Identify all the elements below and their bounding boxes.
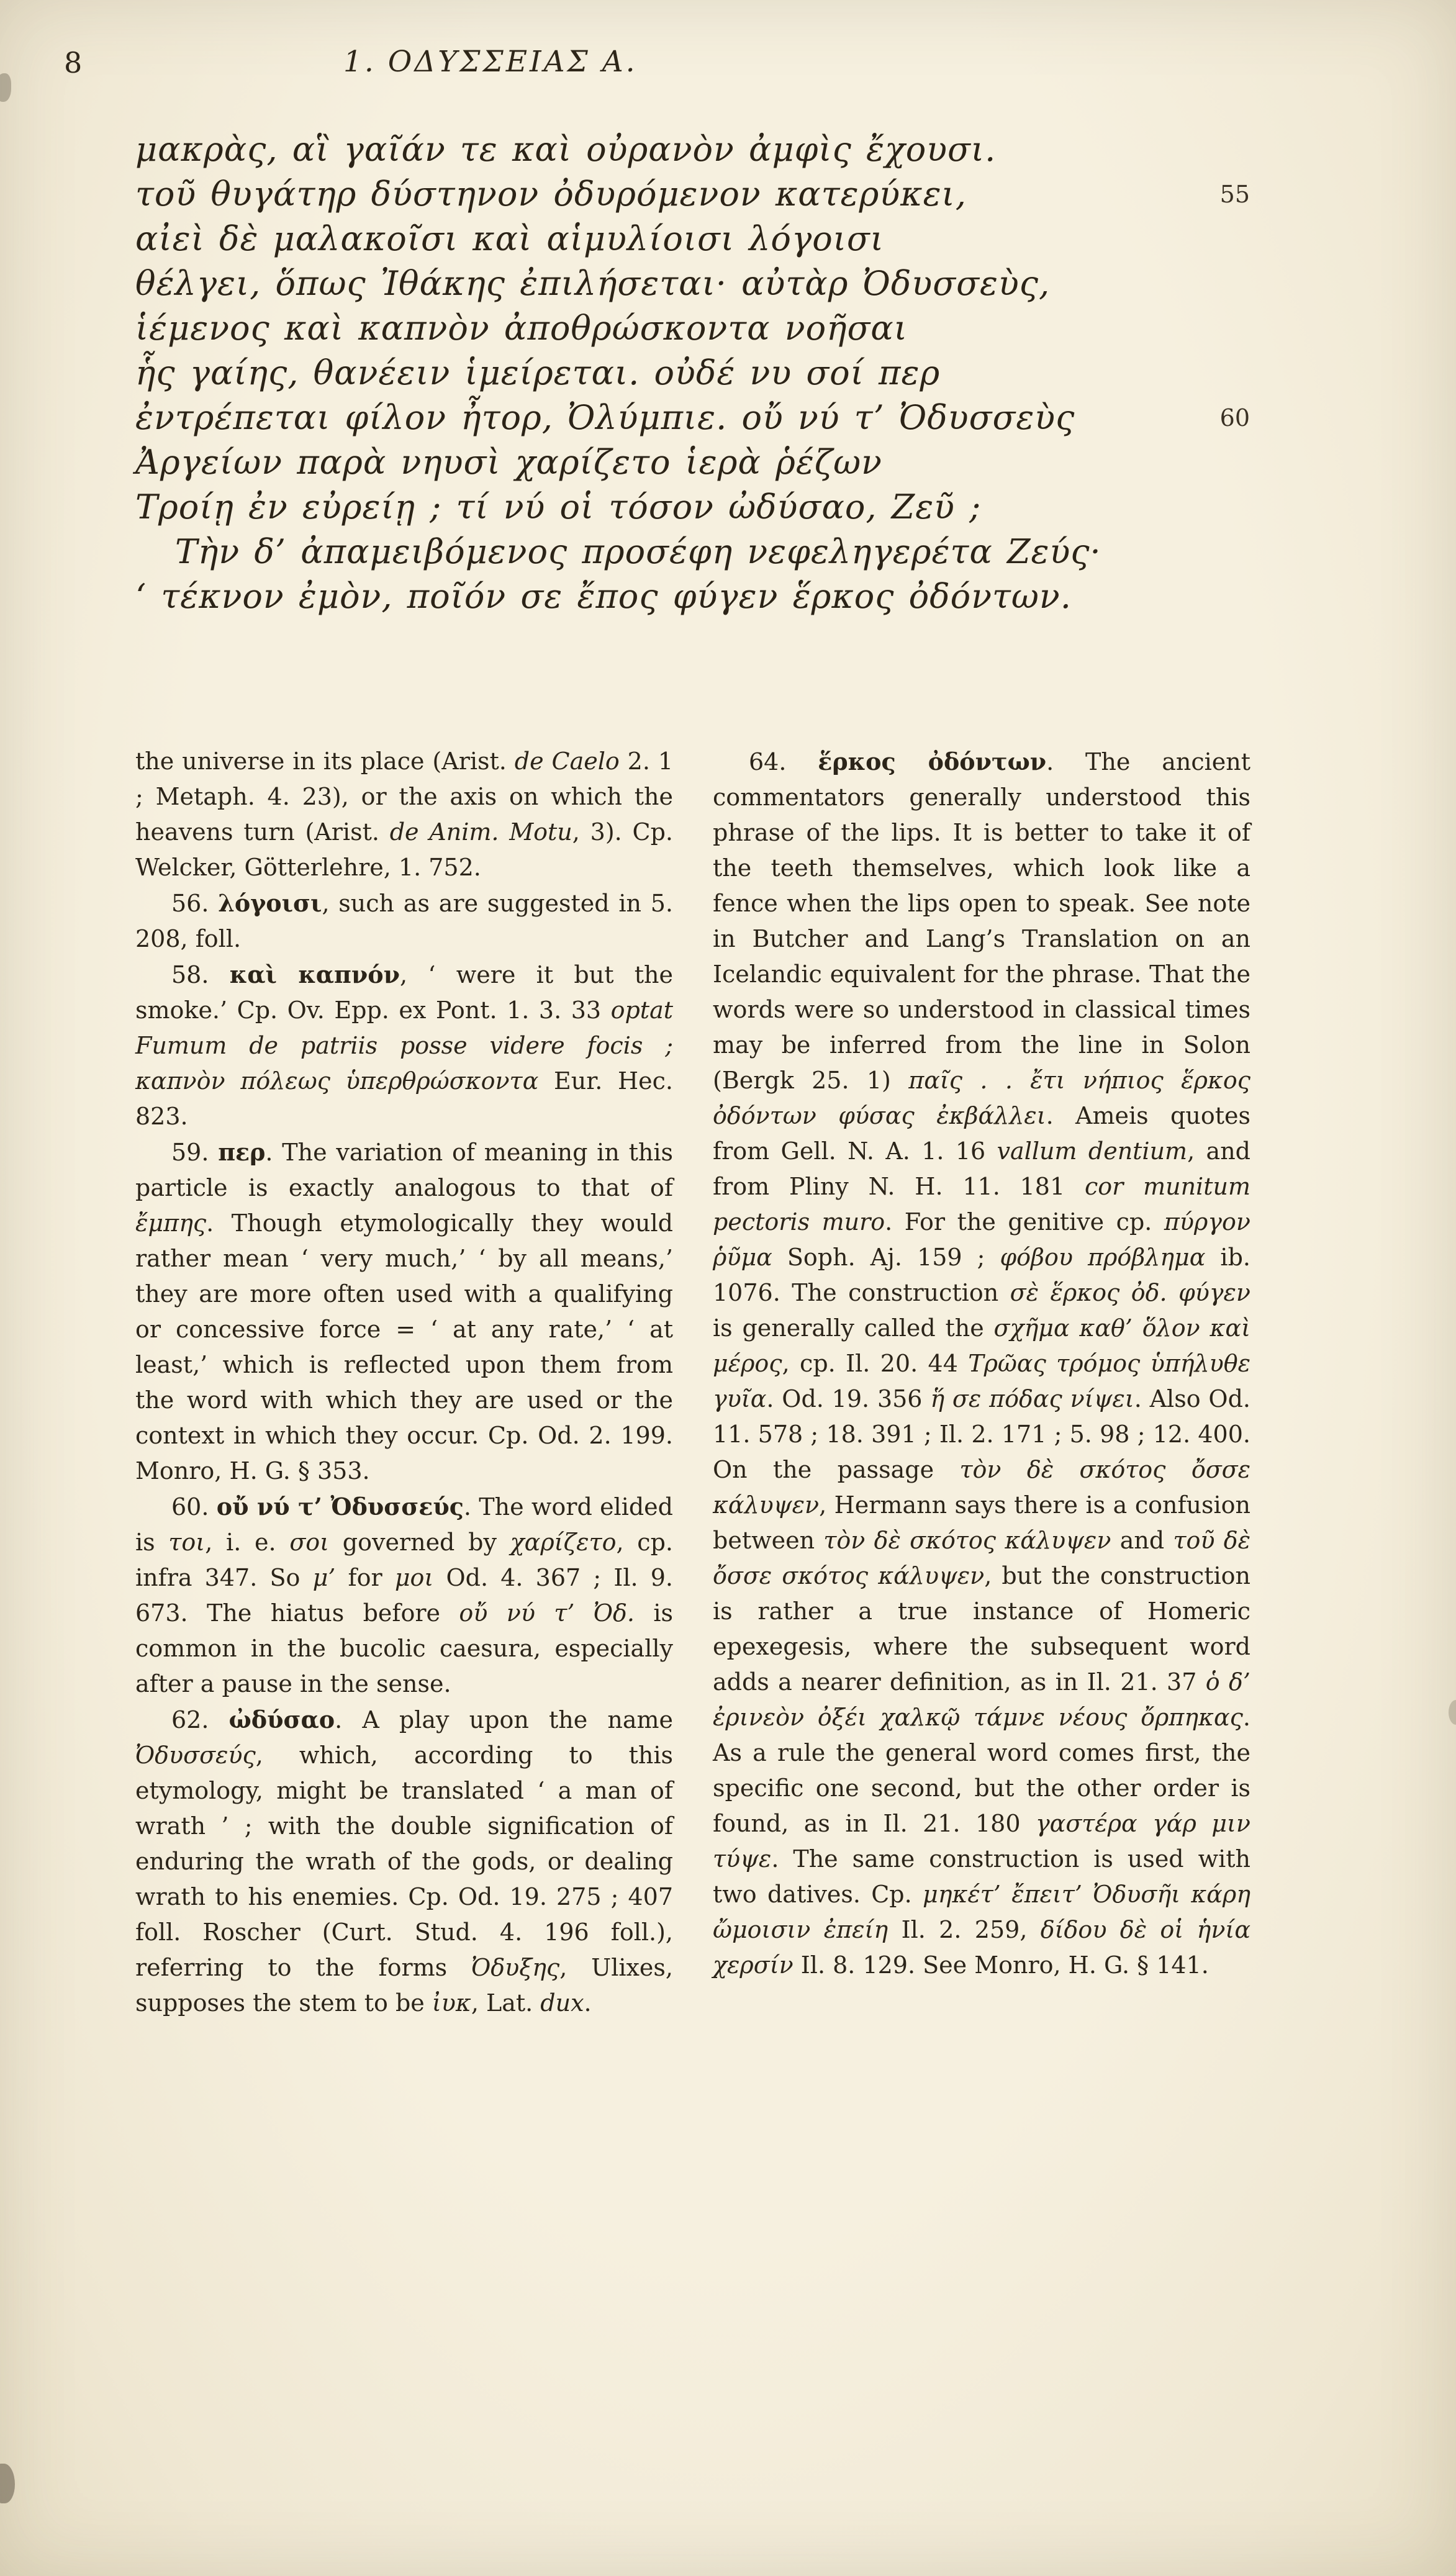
greek-verse-line xyxy=(135,485,1250,530)
commentary-text-segment: ἔμπης xyxy=(135,1209,207,1237)
commentary-text-segment: πύργον ῥῦμα xyxy=(713,1208,1250,1271)
commentary-text-segment: governed by xyxy=(329,1529,510,1556)
commentary-text-segment: σὲ ἕρκος ὀδ. φύγεν xyxy=(1010,1279,1250,1306)
commentary-text-segment: de Anim. Motu xyxy=(389,818,572,846)
commentary-text-segment: Ὀδυξης xyxy=(471,1954,560,1981)
commentary-text-segment: μ’ xyxy=(312,1564,336,1591)
greek-verse-text: τοῦ θυγάτηρ δύστηνον ὀδυρόμενον κατερύκει, xyxy=(135,174,967,214)
commentary-text-segment: . A play upon the name xyxy=(335,1706,673,1733)
commentary-text-segment: and xyxy=(1111,1527,1173,1554)
greek-verse-text: αἰεὶ δὲ μαλακοῖσι καὶ αἱμυλίοισι λόγοισι xyxy=(135,219,884,258)
commentary-text-segment: , ‘ were it but the smoke.’ Cp. Ov. Epp. ex Pont. 1. 3. 33 xyxy=(135,961,674,1024)
commentary-text-segment: . The word elided is xyxy=(135,1493,673,1556)
greek-verse-line xyxy=(135,530,1250,574)
commentary-text-segment: vallum dentium xyxy=(997,1137,1188,1165)
scan-artifact xyxy=(0,2464,15,2503)
greek-verse-line xyxy=(135,172,1250,217)
page-header xyxy=(0,45,1456,88)
verse-line-number: 55 xyxy=(1219,181,1250,208)
scan-artifact xyxy=(1449,1700,1456,1725)
commentary-text-segment: . For the genitive cp. xyxy=(885,1208,1164,1236)
commentary-note xyxy=(135,957,673,1134)
page-title: 1. ΟΔΥΣΣΕΙΑΣ Α. xyxy=(343,45,638,79)
greek-passage xyxy=(135,127,1250,619)
commentary-text-segment: . The same construction is used with two datives. Cp. xyxy=(713,1845,1250,1908)
commentary-text-segment: τὸν δὲ σκότος ὄσσε κάλυψεν xyxy=(713,1456,1250,1519)
greek-verse-line xyxy=(135,351,1250,395)
commentary-text-segment: , cp. Il. 20. 44 xyxy=(782,1350,969,1377)
commentary-note xyxy=(713,744,1250,1983)
verse-line-number: 60 xyxy=(1219,404,1250,432)
commentary-left-column xyxy=(135,744,673,2021)
greek-verse-text: ‘ τέκνον ἐμὸν, ποῖόν σε ἔπος φύγεν ἕρκος ὀδόντων. xyxy=(135,577,1072,616)
commentary-text-segment: , but the construction is rather a true instance of Homeric epexegesis, where the subsequent word adds a nearer definition, as in Il. 21. 37 xyxy=(713,1562,1250,1696)
greek-verse-text: Τροίῃ ἐν εὐρείῃ ; τί νύ οἱ τόσον ὠδύσαο, Ζεῦ ; xyxy=(135,487,982,526)
commentary-text-segment: . The ancient commentators generally understood this phrase of the lips. It is better to take it of the teeth themselves, which look like a fence when the lips open to speak. See note in Butcher and Lang’s Translation on an Icelandic equivalent for the phrase. That the words were so understood in classical times may be inferred from the line in Solon (Bergk 25. 1) xyxy=(713,748,1251,1094)
commentary-text-segment: 2. 1 ; Metaph. 4. 23), or the axis on which the heavens turn (Arist. xyxy=(135,748,674,846)
commentary-text-segment: , and from Pliny N. H. 11. 181 xyxy=(713,1137,1251,1200)
commentary-text-segment: ἰυκ xyxy=(432,1989,471,2017)
commentary-text-segment: ib. 1076. The construction xyxy=(713,1244,1250,1306)
commentary-text-segment: . As a rule the general word comes first, the specific one second, but the other order is found, as in Il. 21. 180 xyxy=(713,1704,1250,1837)
commentary-text-segment: . Though etymologically they would rather mean ‘ very much,’ ‘ by all means,’ they are more often used with a qualifying or concessive force = ‘ at any rate,’ ‘ at least,’ which is reflected upon them from the word with which they are used or the context in which they occur. Cp. Od. 2. 199. Monro, H. G. § 353. xyxy=(135,1209,673,1485)
commentary-text-segment: μηκέτ’ ἔπειτ’ Ὀδυσῆι κάρη ὤμοισιν ἐπείη xyxy=(713,1881,1250,1943)
commentary-text-segment: cor munitum pectoris muro xyxy=(713,1173,1250,1236)
commentary-note xyxy=(135,744,673,885)
commentary-text-segment: 60. xyxy=(171,1493,217,1521)
commentary-right-column xyxy=(713,744,1250,1983)
commentary-text-segment: , cp. infra 347. So xyxy=(135,1529,673,1591)
commentary-text-segment: τὸν δὲ σκότος κάλυψεν xyxy=(823,1527,1111,1554)
commentary-text-segment: , which, according to this etymology, might be translated ‘ a man of wrath ’ ; with the double signification of enduring the wrath of the gods, or dealing wrath to his enemies. Cp. Od. 19. 275 ; 407 foll. Roscher (Curt. Stud. 4. 196 foll.), referring to the forms xyxy=(135,1742,673,1981)
commentary-text-segment: 62. xyxy=(171,1706,229,1733)
commentary-text-segment: γαστέρα γάρ μιν τύψε xyxy=(713,1810,1250,1873)
commentary-text-segment: optat Fumum de patriis posse videre focis ; xyxy=(135,997,673,1059)
commentary-text-segment: . Od. 19. 356 xyxy=(766,1385,931,1412)
greek-verse-text: ἱέμενος καὶ καπνὸν ἀποθρώσκοντα νοῆσαι xyxy=(135,309,908,348)
greek-verse-text: Τὴν δ’ ἀπαμειβόμενος προσέφη νεφεληγερέτα Ζεύς· xyxy=(175,532,1101,571)
commentary-note xyxy=(135,1702,673,2021)
commentary-text-segment: 56. xyxy=(171,890,219,917)
commentary-text-segment: τοι xyxy=(168,1529,206,1556)
commentary-text-segment: , i. e. xyxy=(205,1529,290,1556)
commentary-text-segment: δίδου δὲ οἱ ἡνία χερσίν xyxy=(713,1916,1250,1979)
greek-verse-text: ἧς γαίης, θανέειν ἱμείρεται. οὐδέ νυ σοί περ xyxy=(135,353,941,392)
commentary-text-segment: Od. 4. 367 ; Il. 9. 673. The hiatus before xyxy=(135,1564,673,1627)
commentary-text-segment: . xyxy=(584,1989,592,2017)
greek-verse-line xyxy=(135,127,1250,172)
commentary-text-segment: 64. xyxy=(749,748,818,775)
commentary-text-segment: περ xyxy=(218,1138,266,1166)
commentary-text-segment: παῖς . . ἔτι νήπιος ἕρκος ὀδόντων φύσας ἐκβάλλει xyxy=(713,1067,1250,1129)
commentary-text-segment: Soph. Aj. 159 ; xyxy=(772,1244,1000,1271)
commentary-text-segment: λόγοισι xyxy=(218,889,322,917)
commentary-text-segment: τοῦ δὲ ὄσσε σκότος κάλυψεν xyxy=(713,1527,1251,1589)
page-number: 8 xyxy=(64,46,83,79)
greek-verse-line xyxy=(135,440,1250,485)
commentary-text-segment: μοι xyxy=(394,1564,434,1591)
commentary-text-segment: de Caelo xyxy=(514,748,620,775)
commentary-note xyxy=(135,1489,673,1702)
commentary-text-segment: ὠδύσαο xyxy=(228,1706,335,1733)
greek-verse-line xyxy=(135,217,1250,261)
commentary-text-segment: ἥ σε πόδας νίψει xyxy=(930,1385,1134,1412)
greek-verse-text: ἐντρέπεται φίλον ἦτορ, Ὀλύμπιε. οὔ νύ τ’ Ὀδυσσεὺς xyxy=(135,398,1075,437)
commentary-text-segment: is common in the bucolic caesura, especially after a pause in the sense. xyxy=(135,1599,674,1697)
commentary-text-segment: the universe in its place (Arist. xyxy=(135,748,515,775)
greek-verse-text: θέλγει, ὅπως Ἰθάκης ἐπιλήσεται· αὐτὰρ Ὀδυσσεὺς, xyxy=(135,264,1051,303)
commentary-text-segment: . The variation of meaning in this particle is exactly analogous to that of xyxy=(135,1139,673,1201)
commentary-text-segment: καὶ καπνόν xyxy=(229,960,400,988)
commentary-text-segment: σχῆμα καθ’ ὅλον καὶ μέρος xyxy=(713,1314,1250,1377)
commentary-text-segment: οὔ νύ τ’ Ὀδυσσεύς xyxy=(216,1493,464,1521)
commentary-text-segment: , Hermann says there is a confusion between xyxy=(713,1491,1250,1554)
commentary-text-segment: καπνὸν πόλεως ὑπερθρώσκοντα xyxy=(135,1067,539,1095)
commentary-text-segment: . Ameis quotes from Gell. N. A. 1. 16 xyxy=(713,1102,1250,1165)
commentary-text-segment: οὔ νύ τ’ Ὀδ. xyxy=(459,1599,635,1627)
commentary-text-segment: for xyxy=(335,1564,395,1591)
commentary-text-segment: ὁ δ’ ἐρινεὸν ὀξέι χαλκῷ τάμνε νέους ὄρπηκας xyxy=(713,1668,1250,1731)
commentary-text-segment: , such as are suggested in 5. 208, foll. xyxy=(135,890,673,952)
commentary-text-segment: is generally called the xyxy=(713,1314,994,1342)
commentary-text-segment: Τρῶας τρόμος ὑπήλυθε γυῖα xyxy=(713,1350,1250,1412)
commentary-text-segment: 59. xyxy=(171,1139,219,1166)
greek-verse-text: Ἀργείων παρὰ νηυσὶ χαρίζετο ἱερὰ ῥέζων xyxy=(135,443,883,482)
greek-verse-line xyxy=(135,261,1250,306)
commentary-text-segment: Il. 2. 259, xyxy=(888,1916,1041,1943)
commentary-text-segment: σοι xyxy=(289,1529,330,1556)
commentary-note xyxy=(135,1134,673,1489)
greek-verse-text: μακρὰς, αἳ γαῖάν τε καὶ οὐρανὸν ἀμφὶς ἔχουσι. xyxy=(135,130,997,169)
commentary-text-segment: ἕρκος ὀδόντων xyxy=(818,748,1047,775)
commentary-text-segment: Il. 8. 129. See Monro, H. G. § 141. xyxy=(793,1951,1209,1979)
commentary-note xyxy=(135,885,673,957)
commentary-text-segment: φόβου πρόβλημα xyxy=(1000,1244,1206,1271)
commentary-text-segment: , 3). Cp. Welcker, Götterlehre, 1. 752. xyxy=(135,818,673,881)
commentary-text-segment: , Lat. xyxy=(471,1989,541,2017)
commentary-text-segment: Ὀδυσσεύς xyxy=(135,1742,256,1769)
commentary-text-segment: 58. xyxy=(171,961,230,988)
greek-verse-line xyxy=(135,306,1250,351)
commentary-text-segment: . Also Od. 11. 578 ; 18. 391 ; Il. 2. 171 ; 5. 98 ; 12. 400. On the passage xyxy=(713,1385,1250,1483)
commentary-text-segment: χαρίζετο xyxy=(510,1529,617,1556)
commentary-text-segment: dux xyxy=(540,1989,584,2017)
commentary-text-segment: , Ulixes, supposes the stem to be xyxy=(135,1954,674,2017)
commentary-text-segment: Eur. Hec. 823. xyxy=(135,1067,673,1130)
greek-verse-line xyxy=(135,574,1250,619)
greek-verse-line xyxy=(135,395,1250,440)
